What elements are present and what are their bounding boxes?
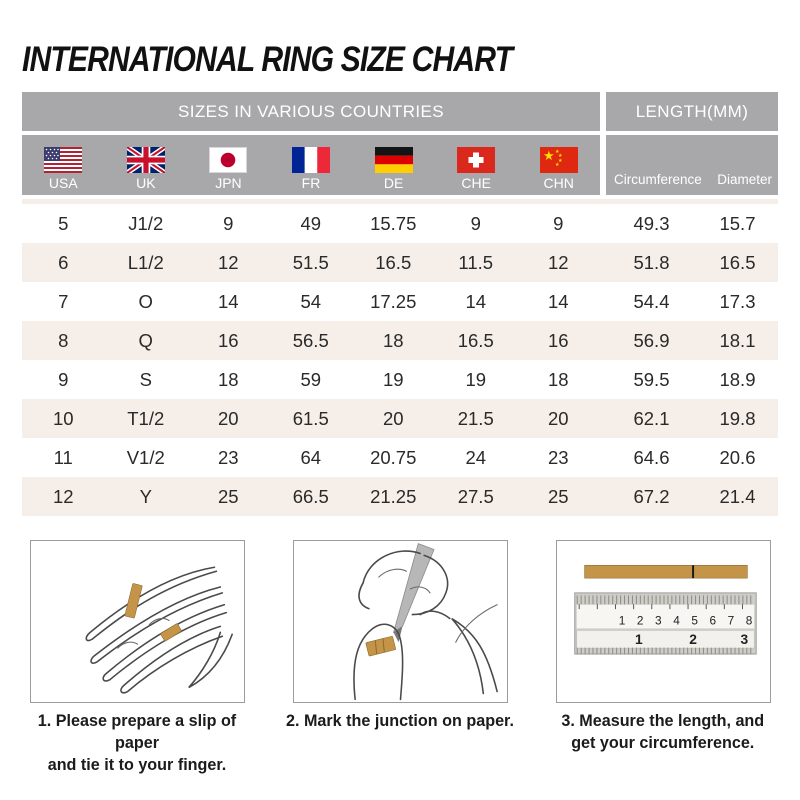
- table-cell: 16.5: [719, 251, 756, 273]
- table-row: [22, 282, 778, 321]
- table-cell: 21.4: [719, 485, 756, 507]
- table-cell: 19: [465, 368, 487, 390]
- table-cell: 9: [470, 212, 481, 234]
- column-label-de: DE: [383, 175, 404, 191]
- column-label-chn: CHN: [543, 175, 574, 191]
- table-cell: 20: [382, 407, 404, 429]
- table-cell: 51.8: [633, 251, 670, 273]
- table-cell: 18: [382, 329, 404, 351]
- table-cell: S: [139, 368, 152, 390]
- table-cell: 20.75: [370, 446, 417, 468]
- step-1: [12, 540, 262, 776]
- table-cell: 12: [217, 251, 239, 273]
- header-length-mm: LENGTH(MM): [606, 92, 778, 131]
- table-cell: 19.8: [719, 407, 756, 429]
- table-cell: J1/2: [128, 212, 164, 234]
- table-cell: 23: [217, 446, 239, 468]
- column-label-uk: UK: [136, 175, 156, 191]
- table-cell: 6: [58, 251, 69, 273]
- column-label-diameter: Diameter: [717, 172, 772, 187]
- table-cell: V1/2: [126, 446, 165, 468]
- table-cell: 64: [300, 446, 322, 468]
- hand-with-paper-strip-illustration: [31, 541, 244, 702]
- ruler-inch-label: 1: [634, 632, 643, 648]
- table-cell: 59: [300, 368, 322, 390]
- table-cell: 9: [58, 368, 69, 390]
- column-jpn: [187, 135, 270, 195]
- table-cell: 49: [300, 212, 322, 234]
- france-flag-icon: [292, 147, 330, 173]
- country-flags-row: [22, 135, 600, 195]
- column-usa: [22, 135, 105, 195]
- table-cell: 18: [547, 368, 569, 390]
- table-cell: 11: [53, 446, 73, 468]
- ruler-cm-label: 3: [654, 613, 662, 628]
- svg-text:★: ★: [554, 149, 560, 155]
- ring-size-table: [22, 92, 778, 516]
- table-cell: 11.5: [458, 251, 494, 273]
- table-cell: 18.1: [719, 329, 756, 351]
- germany-flag-icon: [375, 147, 413, 173]
- pen-marking-junction-illustration: [294, 541, 507, 702]
- step-1-illustration-box: [30, 540, 245, 703]
- step-2-illustration-box: [293, 540, 508, 703]
- table-cell: 51.5: [292, 251, 329, 273]
- table-cell: 56.9: [633, 329, 670, 351]
- table-cell: 25: [217, 485, 239, 507]
- ruler-inch-label: 3: [740, 632, 748, 648]
- japan-flag-icon: [209, 147, 247, 173]
- china-flag-icon: [540, 147, 578, 173]
- table-cell: 62.1: [633, 407, 670, 429]
- paper-strip-on-finger: [365, 636, 395, 656]
- step-1-caption: 1. Please prepare a slip of paper and tie it to your finger.: [37, 711, 237, 775]
- table-cell: 20.6: [719, 446, 756, 468]
- svg-text:★: ★: [557, 158, 563, 164]
- uk-flag-icon: [127, 147, 165, 173]
- ruler-cm-label: 5: [690, 613, 698, 628]
- table-cell: 49.3: [633, 212, 670, 234]
- table-cell: 21.25: [370, 485, 417, 507]
- table-cell: L1/2: [127, 251, 164, 273]
- usa-flag-icon: [44, 147, 82, 173]
- table-body: [22, 204, 778, 516]
- ruler: [574, 593, 755, 654]
- table-cell: 67.2: [633, 485, 670, 507]
- table-cell: 14: [547, 290, 569, 312]
- table-cell: 20: [547, 407, 569, 429]
- table-cell: 19: [382, 368, 404, 390]
- table-cell: 17.3: [719, 290, 756, 312]
- column-label-fr: FR: [301, 175, 321, 191]
- table-row: [22, 360, 778, 399]
- ruler-cm-label: 1: [618, 613, 625, 628]
- table-cell: 5: [58, 212, 69, 234]
- table-cell: 14: [217, 290, 239, 312]
- ruler-cm-label: 6: [709, 613, 716, 628]
- table-cell: 61.5: [292, 407, 329, 429]
- table-cell: 10: [52, 407, 74, 429]
- column-label-jpn: JPN: [215, 175, 242, 191]
- instruction-steps: [12, 540, 788, 776]
- table-cell: 54: [300, 290, 322, 312]
- table-cell: 9: [553, 212, 564, 234]
- svg-text:★: ★: [554, 162, 560, 168]
- step-3-caption: 3. Measure the length, and get your circumference.: [561, 711, 765, 753]
- table-cell: 56.5: [292, 329, 329, 351]
- table-cell: 15.75: [370, 212, 417, 234]
- column-label-usa: USA: [48, 175, 78, 191]
- table-cell: 54.4: [633, 290, 670, 312]
- paper-strip-end: [160, 623, 181, 641]
- svg-text:★: ★: [557, 153, 563, 159]
- table-cell: Y: [139, 485, 152, 507]
- table-cell: 16: [547, 329, 569, 351]
- table-row: [22, 438, 778, 477]
- table-cell: 20: [217, 407, 239, 429]
- table-cell: 64.6: [633, 446, 670, 468]
- table-cell: 8: [58, 329, 69, 351]
- column-che: [435, 135, 518, 195]
- step-3-illustration-box: [556, 540, 771, 703]
- column-fr: [270, 135, 353, 195]
- table-cell: Q: [138, 329, 153, 351]
- table-cell: 23: [547, 446, 569, 468]
- paper-strip-on-finger: [124, 583, 142, 618]
- length-subheaders: [606, 135, 778, 195]
- ruler-inch-label: 2: [688, 632, 697, 648]
- ruler-cm-label: 8: [745, 613, 752, 628]
- table-cell: O: [138, 290, 153, 312]
- table-row: [22, 204, 778, 243]
- table-row: [22, 243, 778, 282]
- table-cell: 16.5: [375, 251, 412, 273]
- table-cell: 16: [217, 329, 239, 351]
- column-chn: [517, 135, 600, 195]
- header-sizes-in-various-countries: SIZES IN VARIOUS COUNTRIES: [22, 92, 600, 131]
- column-label-che: CHE: [461, 175, 491, 191]
- table-cell: 9: [223, 212, 234, 234]
- paper-strip: [584, 565, 747, 578]
- table-cell: 59.5: [633, 368, 670, 390]
- svg-text:★: ★: [542, 148, 555, 163]
- ruler-cm-label: 7: [727, 613, 734, 628]
- step-2-caption: 2. Mark the junction on paper.: [286, 711, 514, 730]
- column-label-circumference: Circumference: [614, 172, 702, 187]
- table-cell: 18: [217, 368, 239, 390]
- page-title: INTERNATIONAL RING SIZE CHART: [22, 40, 513, 79]
- table-cell: 17.25: [370, 290, 417, 312]
- ruler-cm-label: 2: [636, 613, 644, 628]
- table-cell: 15.7: [719, 212, 756, 234]
- table-header: [22, 92, 778, 195]
- column-de: [352, 135, 435, 195]
- table-row: [22, 477, 778, 516]
- table-cell: 7: [58, 290, 69, 312]
- table-cell: 66.5: [292, 485, 329, 507]
- table-cell: 24: [465, 446, 487, 468]
- switzerland-flag-icon: [457, 147, 495, 173]
- step-3: [538, 540, 788, 776]
- table-cell: 16.5: [457, 329, 494, 351]
- table-cell: T1/2: [127, 407, 165, 429]
- table-row: [22, 399, 778, 438]
- table-cell: 25: [547, 485, 569, 507]
- table-cell: 12: [547, 251, 569, 273]
- table-cell: 12: [52, 485, 74, 507]
- column-uk: [105, 135, 188, 195]
- table-cell: 14: [465, 290, 487, 312]
- table-cell: 27.5: [457, 485, 494, 507]
- ruler-cm-label: 4: [672, 613, 680, 628]
- table-row: [22, 321, 778, 360]
- step-2: [275, 540, 525, 776]
- table-cell: 21.5: [457, 407, 494, 429]
- ruler-measuring-strip-illustration: [557, 541, 770, 702]
- table-cell: 18.9: [719, 368, 756, 390]
